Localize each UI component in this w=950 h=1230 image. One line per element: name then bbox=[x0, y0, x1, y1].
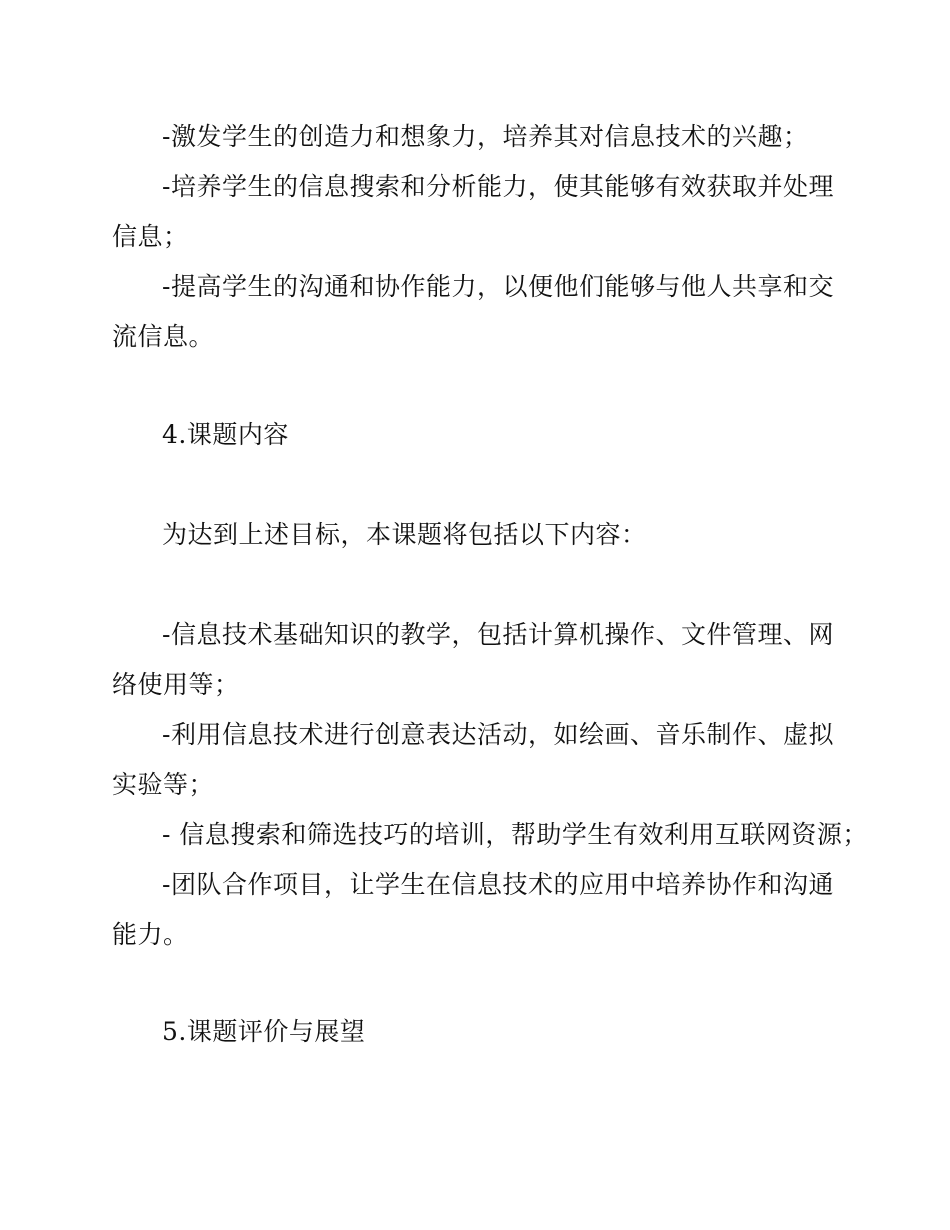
goal-communication-line-cont: 流信息。 bbox=[112, 322, 215, 351]
content-creative-line: -利用信息技术进行创意表达活动，如绘画、音乐制作、虚拟 bbox=[162, 720, 834, 749]
content-teamwork-line: -团队合作项目，让学生在信息技术的应用中培养协作和沟通 bbox=[162, 870, 834, 899]
goal-search-line-cont: 信息； bbox=[112, 222, 189, 251]
content-intro-line: 为达到上述目标，本课题将包括以下内容： bbox=[162, 520, 647, 549]
content-teamwork-line-cont: 能力。 bbox=[112, 920, 189, 949]
content-creative-line-cont: 实验等； bbox=[112, 770, 215, 799]
section-heading-content: 4.课题内容 bbox=[162, 420, 289, 449]
section-heading-evaluation: 5.课题评价与展望 bbox=[162, 1017, 366, 1046]
goal-creativity-line: -激发学生的创造力和想象力，培养其对信息技术的兴趣； bbox=[162, 122, 809, 151]
content-basics-line-cont: 络使用等； bbox=[112, 670, 240, 699]
content-basics-line: -信息技术基础知识的教学，包括计算机操作、文件管理、网 bbox=[162, 620, 834, 649]
goal-communication-line: -提高学生的沟通和协作能力，以便他们能够与他人共享和交 bbox=[162, 272, 834, 301]
content-search-training-line: - 信息搜索和筛选技巧的培训，帮助学生有效利用互联网资源； bbox=[162, 820, 868, 849]
goal-search-line: -培养学生的信息搜索和分析能力，使其能够有效获取并处理 bbox=[162, 172, 834, 201]
